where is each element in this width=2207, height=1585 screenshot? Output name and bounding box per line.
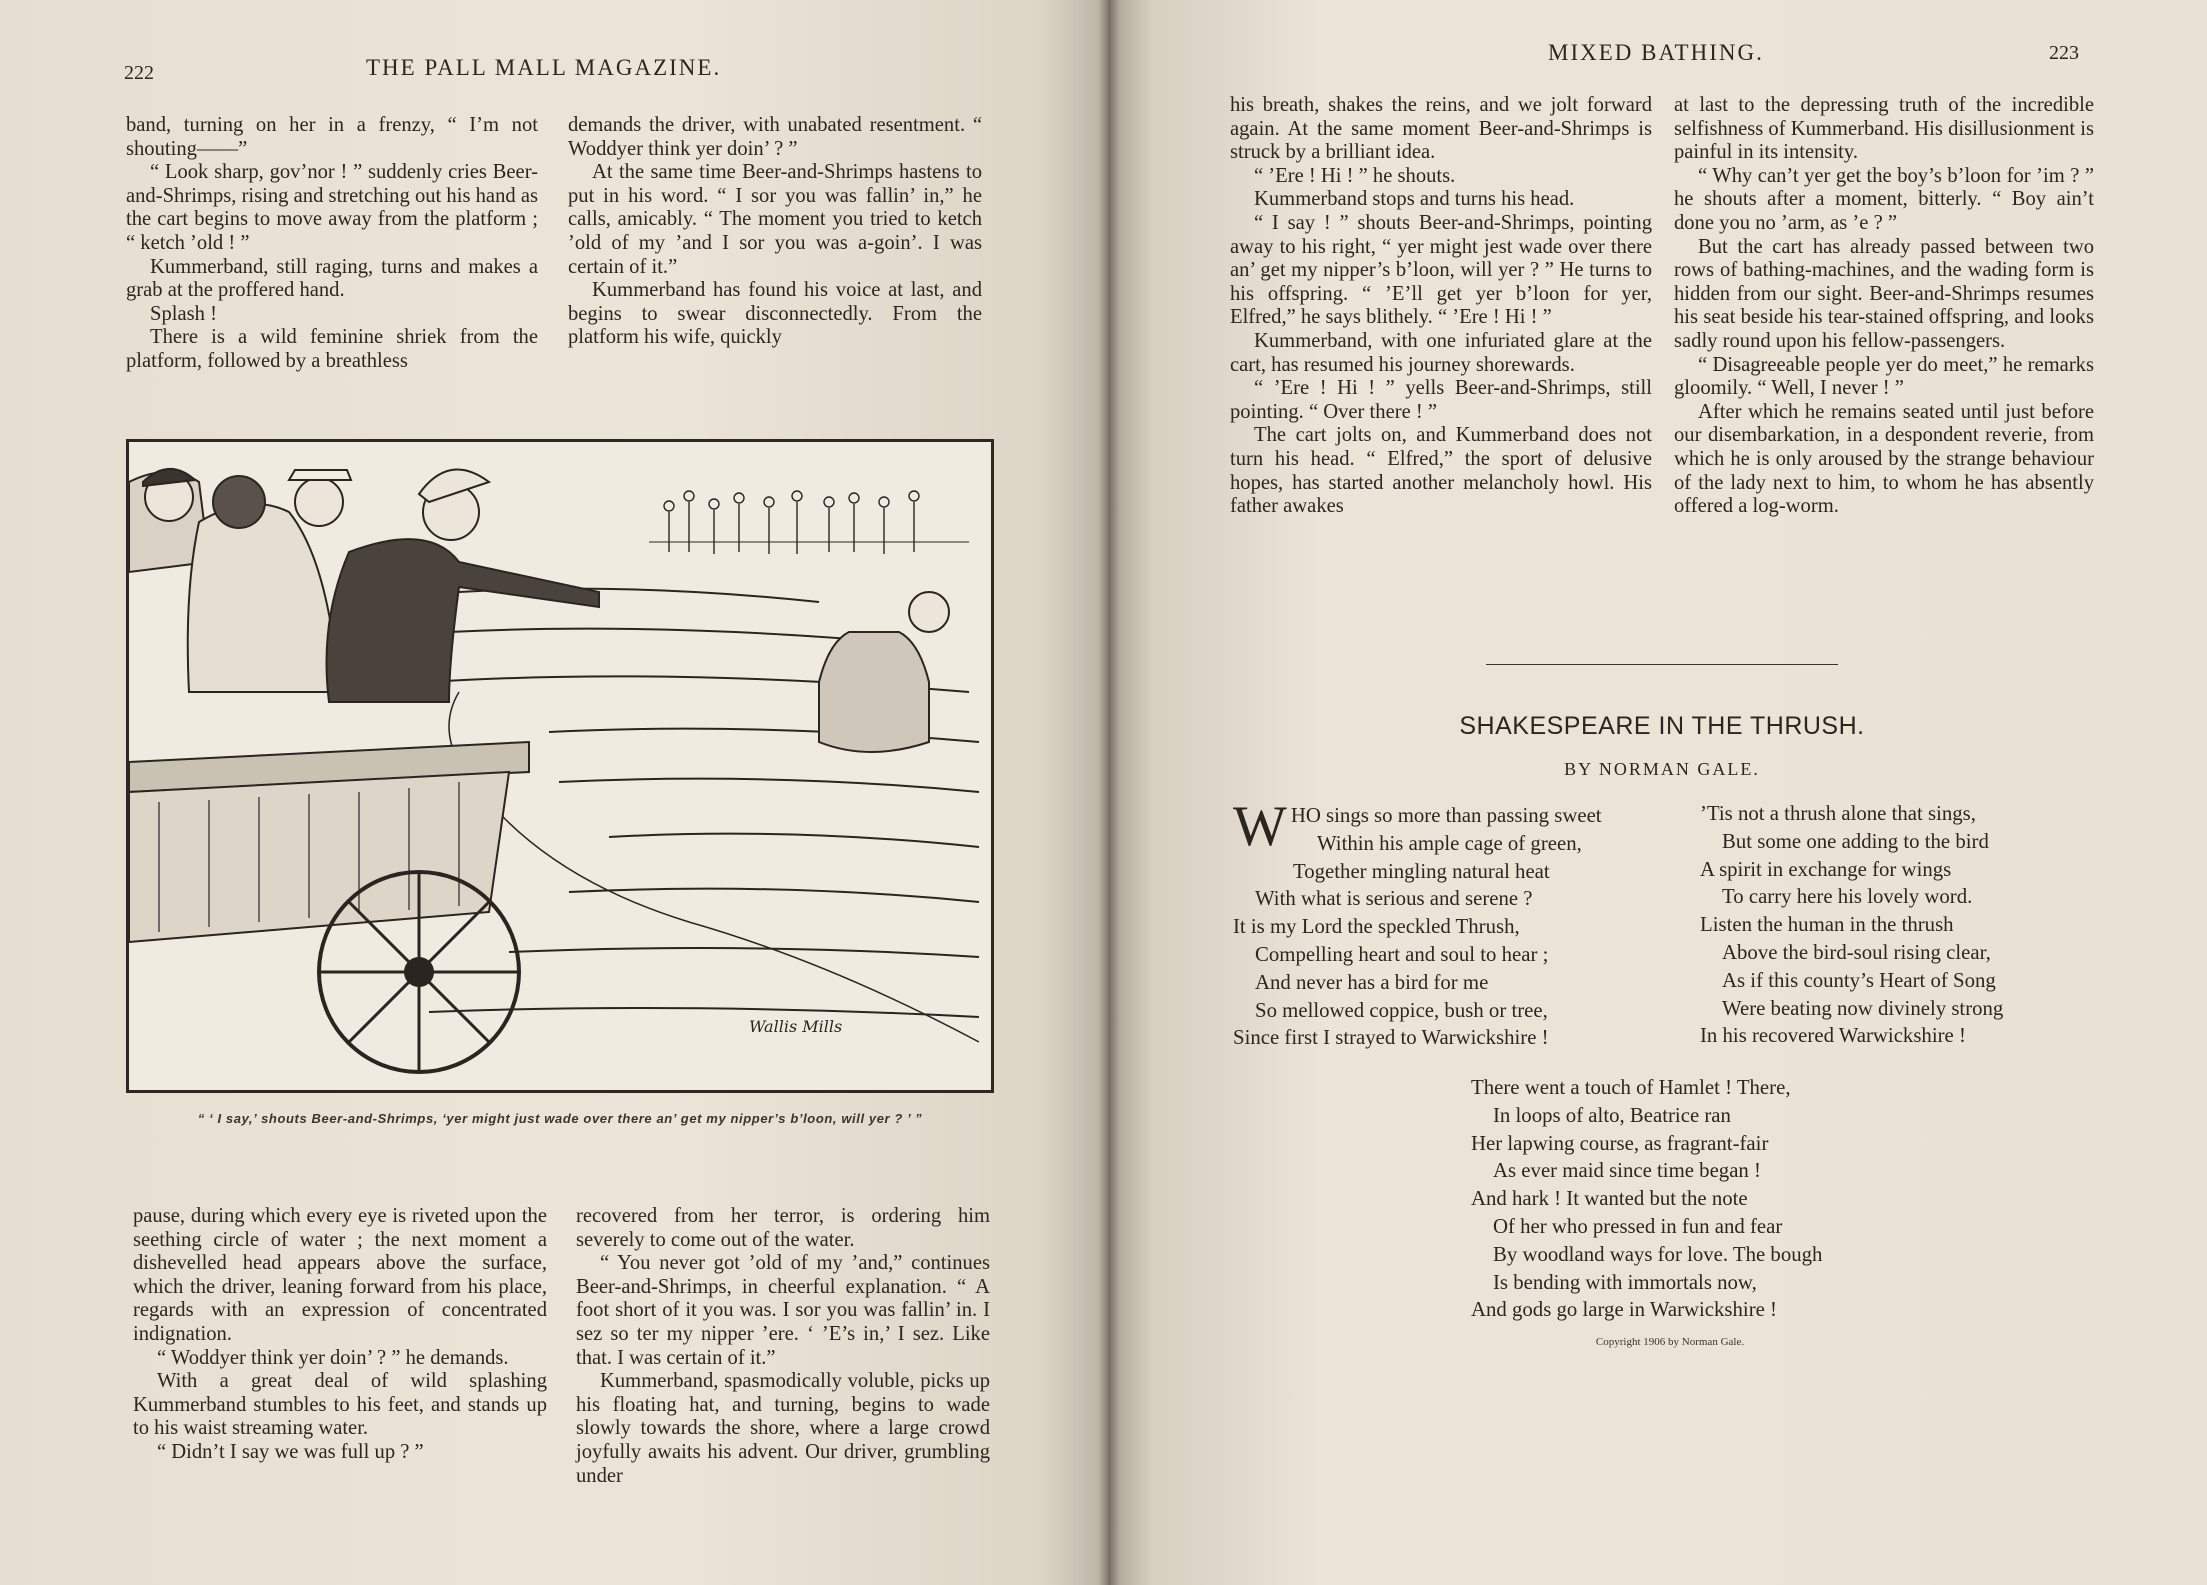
poem-line: So mellowed coppice, bush or tree,	[1255, 998, 1548, 1022]
illustration-drawing	[129, 442, 991, 1090]
paragraph: “ Look sharp, gov’nor ! ” suddenly cries Beer-and-Shrimps, rising and stretching out his hand as the cart begins to move away from the platform ; “ ketch ’old ! ”	[126, 161, 538, 254]
poem-line: Within his ample cage of green,	[1317, 831, 1582, 855]
poem-line: ’Tis not a thrush alone that sings,	[1700, 802, 1976, 825]
right-col2	[1674, 94, 2094, 519]
poem-line: It is my Lord the speckled Thrush,	[1233, 915, 1520, 939]
poem-line: As ever maid since time began !	[1493, 1159, 1761, 1183]
copyright-notice: Copyright 1906 by Norman Gale.	[1595, 1336, 1745, 1348]
paragraph: at last to the depressing truth of the incredible selfishness of Kummerband. His disillusionment is painful in its intensity.	[1674, 94, 2094, 164]
paragraph: “ Woddyer think yer doin’ ? ” he demands.	[157, 1346, 509, 1369]
paragraph: At the same time Beer-and-Shrimps hastens to put in his word. “ I sor you was fallin’ in,” he calls, amicably. “ The moment you tried to ketch ’old of my ’and I sor you was a-goin’. I was certain of it.”	[568, 161, 982, 278]
paragraph: “ Didn’t I say we was full up ? ”	[157, 1440, 424, 1463]
poem-line: Her lapwing course, as fragrant-fair	[1471, 1131, 1769, 1155]
paragraph: Kummerband stops and turns his head.	[1254, 188, 1575, 211]
poem-line: In his recovered Warwickshire !	[1700, 1024, 1966, 1048]
paragraph: There is a wild feminine shriek from the platform, followed by a breathless	[126, 326, 538, 372]
right-col1	[1230, 94, 1652, 519]
poem-line: Were beating now divinely strong	[1722, 996, 2004, 1020]
paragraph: The cart jolts on, and Kummerband does not turn his head. “ Elfred,” the sport of delusive hopes, has started another melancholy howl. His father awakes	[1230, 424, 1652, 518]
paragraph: Kummerband, with one infuriated glare at the cart, has resumed his journey shorewards.	[1230, 329, 1652, 376]
paragraph: “ Disagreeable people yer do meet,” he remarks gloomily. “ Well, I never ! ”	[1674, 353, 2094, 400]
poem-line: HO sings so more than passing sweet	[1290, 804, 1602, 827]
page-number-left: 222	[124, 62, 154, 84]
paragraph: his breath, shakes the reins, and we jolt forward again. At the same moment Beer-and-Shrimps is struck by a brilliant idea.	[1230, 94, 1652, 164]
poem-line: But some one adding to the bird	[1722, 829, 1989, 853]
paragraph: Kummerband, spasmodically voluble, picks up his floating hat, and turning, begins to wade slowly towards the shore, where a large crowd joyfully awaits his advent. Our driver, grumbling under	[576, 1370, 990, 1487]
page-number-right: 223	[2049, 42, 2079, 64]
poem-byline: BY NORMAN GALE.	[1564, 759, 1760, 779]
paragraph: band, turning on her in a frenzy, “ I’m not shouting——”	[126, 114, 538, 160]
drop-cap: W	[1233, 795, 1287, 858]
poem-line: Compelling heart and soul to hear ;	[1255, 942, 1549, 966]
poem-line: Together mingling natural heat	[1293, 859, 1550, 883]
poem-line: To carry here his lovely word.	[1722, 885, 1973, 909]
poem-line: Listen the human in the thrush	[1700, 913, 1954, 937]
book-gutter	[1098, 0, 1120, 1585]
paragraph: With a great deal of wild splashing Kummerband stumbles to his feet, and stands up to his waist streaming water.	[133, 1370, 547, 1440]
poem-stanza-3	[1471, 1074, 1931, 1324]
left-col2-bottom	[576, 1205, 990, 1488]
left-col2-top	[568, 114, 982, 350]
poem-line: By woodland ways for love. The bough	[1493, 1242, 1823, 1266]
left-col1-bottom	[133, 1205, 547, 1465]
illustration-caption: “ ‘ I say,’ shouts Beer-and-Shrimps, ‘yer might just wade over there an’ get my nipper’s b’loon, will yer ? ’ ”	[197, 1111, 923, 1126]
illustration-signature: Wallis Mills	[749, 1017, 843, 1036]
running-head-left: THE PALL MALL MAGAZINE.	[366, 55, 722, 80]
paragraph: Kummerband, still raging, turns and makes a grab at the proffered hand.	[126, 255, 538, 302]
paragraph: recovered from her terror, is ordering him severely to come out of the water.	[576, 1205, 990, 1251]
poem-line: In loops of alto, Beatrice ran	[1493, 1103, 1731, 1127]
poem-title: SHAKESPEARE IN THE THRUSH.	[1459, 712, 1865, 740]
paragraph: pause, during which every eye is riveted upon the seething circle of water ; the next moment a dishevelled head appears above the surface, which the driver, leaning forward from his place, regards with an expression of concentrated indignation.	[133, 1205, 547, 1345]
poem-line: A spirit in exchange for wings	[1700, 857, 1952, 881]
paragraph: “ ’Ere ! Hi ! ” yells Beer-and-Shrimps, still pointing. “ Over there ! ”	[1230, 377, 1652, 423]
paragraph: Kummerband has found his voice at last, and begins to swear disconnectedly. From the platform his wife, quickly	[568, 279, 982, 349]
poem-line: Of her who pressed in fun and fear	[1493, 1214, 1783, 1238]
paragraph: But the cart has already passed between two rows of bathing-machines, and the wading form is hidden from our sight. Beer-and-Shrimps resumes his seat beside his tear-stained offspring, and looks sadly round upon his fellow-passengers.	[1674, 235, 2094, 352]
paragraph: “ I say ! ” shouts Beer-and-Shrimps, pointing away to his right, “ yer might jest wade over there an’ get my nipper’s b’loon, will yer ? ” He turns to his offspring. “ ’E’ll get yer b’loon for yer, Elfred,” he says blithely. “ ’Ere ! Hi ! ”	[1230, 211, 1652, 329]
running-head-right: MIXED BATHING.	[1548, 40, 1764, 65]
paragraph: Splash !	[150, 302, 217, 325]
paragraph: “ ’Ere ! Hi ! ” he shouts.	[1254, 164, 1456, 187]
paragraph: “ You never got ’old of my ’and,” continues Beer-and-Shrimps, in cheerful explanation. “ A foot short of it you was. I sor you was fallin’ in. I sez so ter my nipper ’ere. ‘ ’E’s in,’ I sez. Like that. I was certain of it.”	[576, 1252, 990, 1369]
poem-stanza-1	[1233, 795, 1663, 1052]
poem-line: There went a touch of Hamlet ! There,	[1471, 1076, 1791, 1099]
paragraph: demands the driver, with unabated resentment. “ Woddyer think yer doin’ ? ”	[568, 114, 982, 160]
poem-line: With what is serious and serene ?	[1255, 887, 1533, 911]
poem-line: Since first I strayed to Warwickshire !	[1233, 1026, 1549, 1050]
poem-line: Is bending with immortals now,	[1493, 1270, 1757, 1294]
poem-line: Above the bird-soul rising clear,	[1722, 940, 1991, 964]
poem-stanza-2	[1700, 800, 2120, 1050]
poem-line: As if this county’s Heart of Song	[1722, 968, 1996, 992]
poem-line: And gods go large in Warwickshire !	[1471, 1298, 1777, 1322]
left-col1-top	[126, 114, 538, 374]
poem-line: And never has a bird for me	[1255, 970, 1489, 994]
paragraph: After which he remains seated until just before our disembarkation, in a despondent reverie, from which he is only aroused by the strange behaviour of the lady next to him, to whom he has absently offered a log-worm.	[1674, 400, 2094, 518]
paragraph: “ Why can’t yer get the boy’s b’loon for ’im ? ” he shouts after a moment, bitterly. “ Boy ain’t done you no ’arm, as ’e ? ”	[1674, 164, 2094, 234]
illustration	[126, 439, 994, 1093]
poem-line: And hark ! It wanted but the note	[1471, 1187, 1748, 1211]
section-divider	[1486, 664, 1838, 665]
